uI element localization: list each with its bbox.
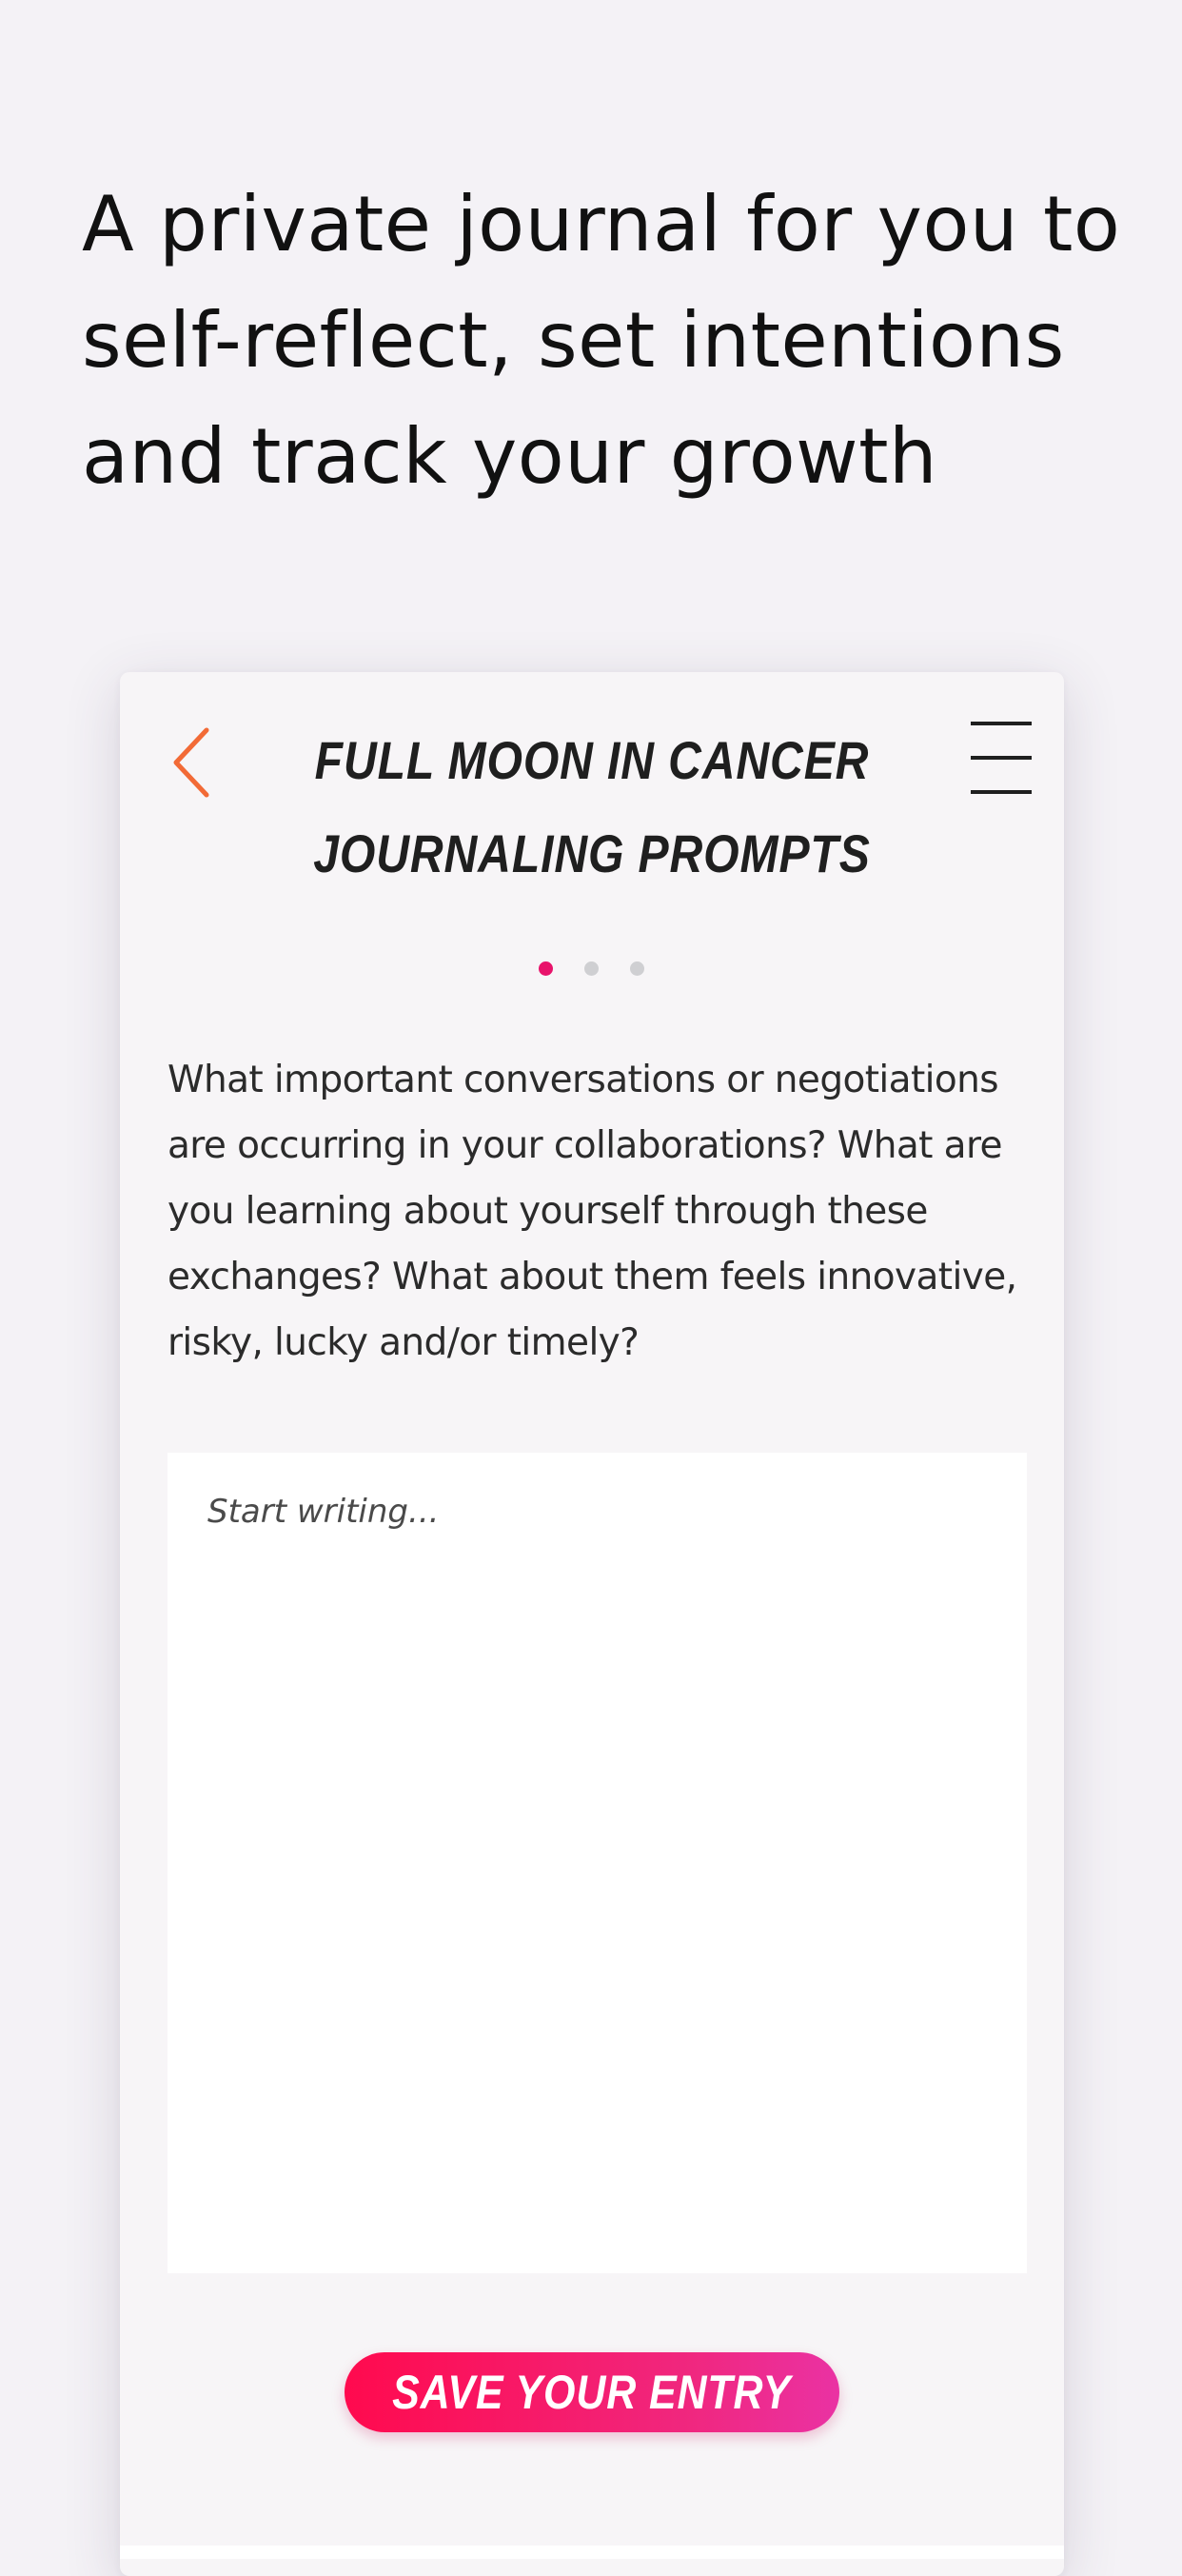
pager-dot-3[interactable]	[630, 961, 644, 976]
card-title	[292, 714, 892, 901]
journal-prompt: What important conversations or negotiations are occurring in your collaborations? What are you learning about yourself through these exchanges? What about them feels innovative, risky, lucky and/or timely?	[167, 1059, 1017, 1364]
journal-entry-input[interactable]	[167, 1453, 1027, 2273]
card-bottom-edge	[120, 2546, 1064, 2559]
hamburger-menu-icon	[969, 720, 1034, 796]
menu-button[interactable]	[963, 710, 1039, 805]
chevron-left-icon	[170, 726, 212, 799]
card-title-line2: JOURNALING PROMPTS	[313, 823, 871, 883]
card-header	[120, 672, 1064, 891]
save-entry-label: SAVE YOUR ENTRY	[392, 2366, 792, 2419]
headline: A private journal for you to self-reflect, set intentions and track your growth	[82, 180, 1121, 501]
pager-dot-1[interactable]	[539, 961, 553, 976]
pager-dot-2[interactable]	[584, 961, 599, 976]
pager-dots	[0, 961, 1182, 976]
save-entry-button[interactable]	[345, 2352, 839, 2432]
card-title-line1: FULL MOON IN CANCER	[314, 730, 870, 790]
back-button[interactable]	[158, 720, 225, 805]
